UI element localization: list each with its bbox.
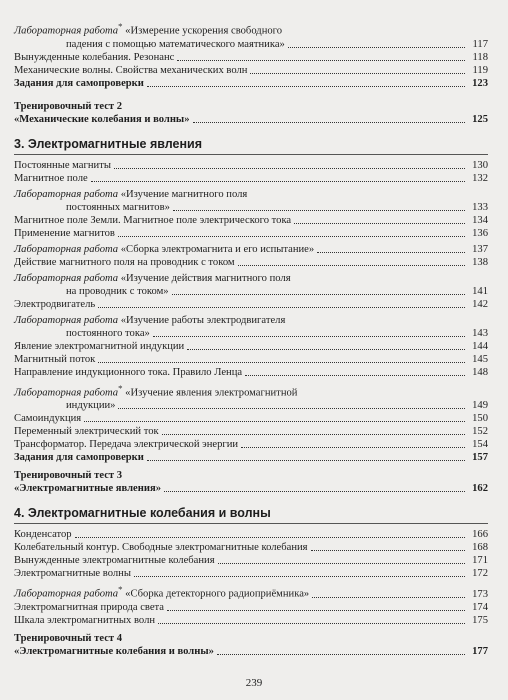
toc-entry [14,567,488,580]
toc-entry [14,256,488,269]
entry-text: «Изучение магнитного поля [120,188,248,200]
toc-entry [14,159,488,172]
test-title: Тренировочный тест 4 [14,632,123,644]
toc-entry-self-check [14,77,488,90]
toc-entry [14,541,488,554]
star-mark: * [118,382,123,393]
toc-entry [14,425,488,438]
test-subtitle: «Электромагнитные колебания и волны» [14,645,214,657]
entry-text: Явление электромагнитной индукции [14,340,185,352]
page-ref: 149 [472,400,488,412]
lab-label: Лабораторная работа [14,314,119,326]
page-ref: 148 [472,366,488,378]
toc-entry [14,412,488,425]
page-ref: 132 [472,172,488,184]
page-ref: 138 [472,256,488,268]
section-4-heading: 4. Электромагнитные колебания и волны [14,506,271,521]
test-subtitle: «Механические колебания и волны» [14,113,190,125]
section-3-heading: 3. Электромагнитные явления [14,136,203,151]
page-ref: 150 [472,413,488,425]
entry-text: Задания для самопроверки [14,77,144,89]
section-rule [14,523,488,524]
entry-text: «Измерение ускорения свободного [125,25,283,37]
table-of-contents [14,20,488,658]
page-ref: 172 [472,568,488,580]
page-ref: 125 [472,113,488,125]
toc-entry-lab [14,20,488,51]
entry-text: «Сборка электромагнита и его испытание» [120,243,315,255]
lab-label: Лабораторная работа [14,25,119,37]
toc-entry [14,340,488,353]
entry-text: Конденсатор [14,529,72,541]
entry-text: Задания для самопроверки [14,452,144,464]
entry-text-cont: индукции» [66,400,116,412]
toc-entry-lab [14,583,488,601]
entry-text: Направление индукционного тока. Правило Ленца [14,366,243,378]
lab-label: Лабораторная работа [14,188,119,200]
page-ref: 133 [472,201,488,213]
entry-text-cont: постоянного тока» [66,327,150,339]
section-4-entries [14,528,488,627]
entry-text: Вынужденные колебания. Резонанс [14,51,175,63]
entry-text: Трансформатор. Передача электрической энергии [14,439,239,451]
page-ref: 137 [472,243,488,255]
entry-text: Магнитное поле [14,172,88,184]
section-3-entries [14,159,488,465]
page-ref: 171 [472,555,488,567]
star-mark: * [118,584,123,595]
page-ref: 157 [472,452,488,464]
entry-text: «Сборка детекторного радиоприёмника» [125,588,310,600]
page-ref: 119 [472,64,488,76]
toc-entry-lab [14,314,488,340]
toc-entry [14,51,488,64]
page-ref: 145 [472,353,488,365]
toc-entry [14,227,488,240]
entry-text: Магнитный поток [14,353,96,365]
page-ref: 168 [472,542,488,554]
toc-entry [14,601,488,614]
entry-text: Механические волны. Свойства механических волн [14,64,248,76]
toc-entry [14,214,488,227]
page-ref: 118 [472,51,488,63]
lab-label: Лабораторная работа [14,272,119,284]
entry-text-cont: на проводник с током» [66,285,169,297]
entry-text: «Изучение явления электромагнитной [125,387,298,399]
test2-block [14,100,488,126]
page-ref: 141 [472,285,488,297]
entry-text: Электромагнитная природа света [14,601,165,613]
toc-entry [14,64,488,77]
page-ref: 130 [472,159,488,171]
page-ref: 142 [472,298,488,310]
page-ref: 174 [472,601,488,613]
entry-text: Вынужденные электромагнитные колебания [14,555,215,567]
page-ref: 144 [472,340,488,352]
entry-text: «Изучение действия магнитного поля [120,272,291,284]
entry-text: Колебательный контур. Свободные электромагнитные колебания [14,542,308,554]
entry-text: Применение магнитов [14,227,115,239]
page-ref: 173 [472,588,488,600]
entry-text-cont: постоянных магнитов» [66,201,170,213]
entry-text: Магнитное поле Земли. Магнитное поле электрического тока [14,214,292,226]
toc-entry [14,554,488,567]
toc-entry [14,353,488,366]
entry-text: Электромагнитные волны [14,568,131,580]
test3-block [14,469,488,495]
toc-entry [14,298,488,311]
section-rule [14,154,488,155]
page-ref: 123 [472,77,488,89]
entry-text-cont: падения с помощью математического маятника» [66,38,285,50]
star-mark: * [118,21,123,31]
page-ref: 136 [472,227,488,239]
page-ref: 134 [472,214,488,226]
toc-entry [14,528,488,541]
page-ref: 177 [472,645,488,657]
lab-label: Лабораторная работа [14,387,119,399]
entry-text: «Изучение работы электродвигателя [120,314,286,326]
page-ref: 143 [472,327,488,339]
entry-text: Электродвигатель [14,298,96,310]
entry-text: Шкала электромагнитных волн [14,614,156,626]
toc-entry-lab [14,188,488,214]
entry-text: Самоиндукция [14,413,82,425]
lab-label: Лабораторная работа [14,243,119,255]
toc-entry [14,172,488,185]
toc-entry [14,366,488,379]
test-title: Тренировочный тест 3 [14,470,123,482]
page-ref: 162 [472,483,488,495]
toc-entry [14,438,488,451]
toc-entry [14,614,488,627]
page-ref: 117 [472,38,488,50]
lab-label: Лабораторная работа [14,588,119,600]
test-title: Тренировочный тест 2 [14,100,123,112]
page-ref: 152 [472,426,488,438]
page-ref: 154 [472,439,488,451]
test-subtitle: «Электромагнитные явления» [14,483,161,495]
entry-text: Постоянные магниты [14,159,111,171]
toc-entry-lab [14,382,488,413]
toc-entry [14,451,488,464]
entry-text: Переменный электрический ток [14,426,159,438]
page-ref: 166 [472,529,488,541]
toc-entry-lab [14,272,488,298]
page-number: 239 [245,677,263,689]
entry-text: Действие магнитного поля на проводник с током [14,256,235,268]
test4-block [14,632,488,658]
page-ref: 175 [472,614,488,626]
toc-entry-lab [14,243,488,256]
